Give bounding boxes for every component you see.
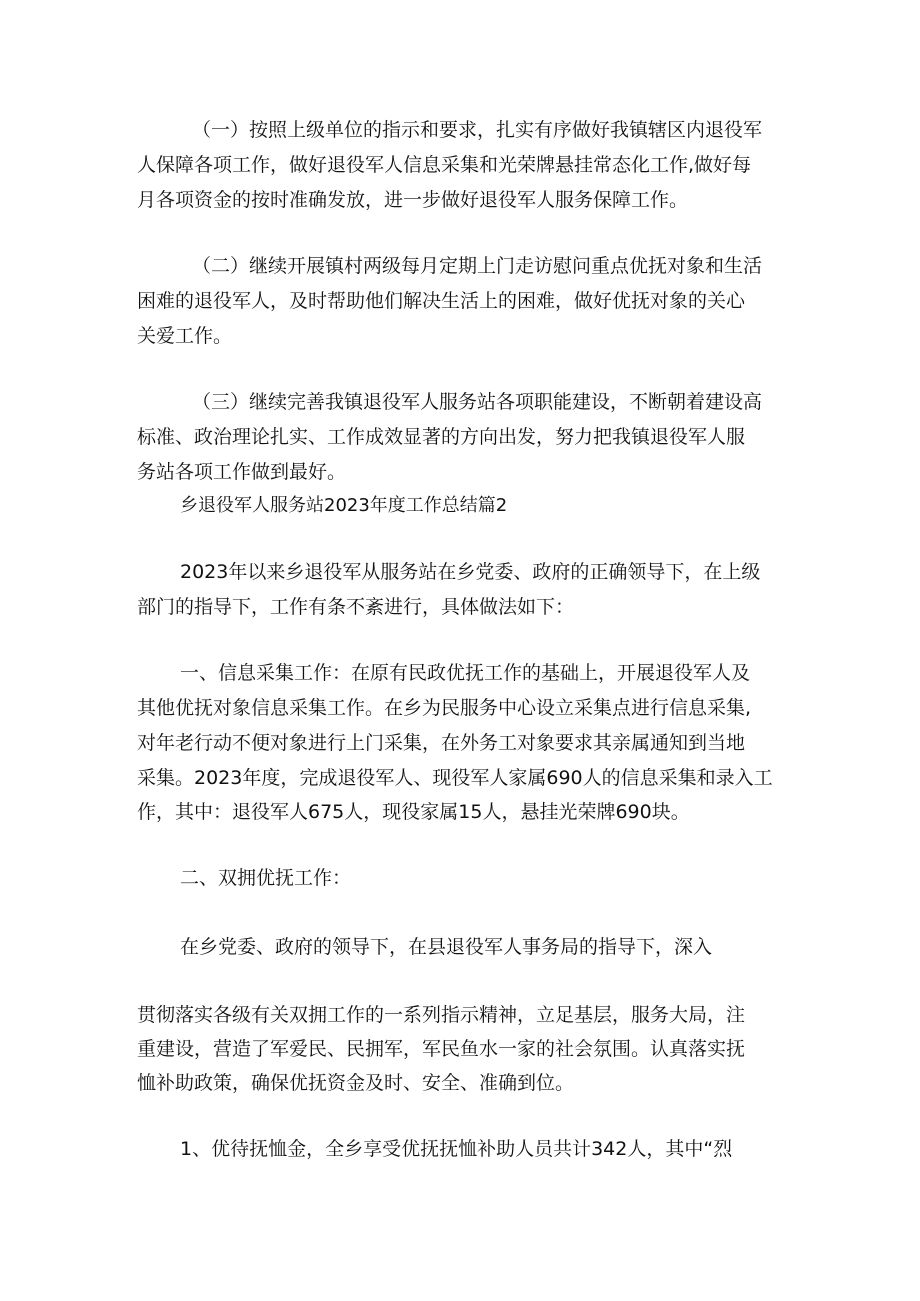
- info-collection-line-4: 采集。2023年度，完成退役军人、现役军人家属690人的信息采集和录入工: [137, 767, 773, 789]
- paragraph-3-line-3: 务站各项工作做到最好。: [137, 461, 347, 483]
- info-collection-line-2: 其他优抚对象信息采集工作。在乡为民服务中心设立采集点进行信息采集,: [137, 697, 752, 719]
- intro-line-2: 部门的指导下，工作有条不紊进行，具体做法如下：: [137, 596, 575, 618]
- dual-support-heading: 二、双拥优抚工作：: [180, 867, 352, 889]
- paragraph-3-line-1: （三）继续完善我镇退役军人服务站各项职能建设，不断朝着建设高: [192, 391, 763, 413]
- paragraph-1-line-3: 月各项资金的按时准确发放，进一步做好退役军人服务保障工作。: [137, 189, 689, 211]
- paragraph-1-line-1: （一）按照上级单位的指示和要求，扎实有序做好我镇辖区内退役军: [192, 119, 763, 141]
- paragraph-2-line-1: （二）继续开展镇村两级每月定期上门走访慰问重点优抚对象和生活: [192, 255, 763, 277]
- paragraph-1-line-2: 人保障各项工作，做好退役军人信息采集和光荣牌悬挂常态化工作,做好每: [137, 154, 752, 176]
- paragraph-2-line-3: 关爱工作。: [137, 325, 233, 347]
- dual-support-line-2: 贯彻落实各级有关双拥工作的一系列指示精神，立足基层，服务大局，注: [137, 1004, 746, 1026]
- info-collection-line-5: 作，其中：退役军人675人，现役家属15人，悬挂光荣牌690块。: [137, 801, 690, 823]
- dual-support-line-1: 在乡党委、政府的领导下，在县退役军人事务局的指导下，深入: [180, 936, 713, 958]
- info-collection-line-1: 一、信息采集工作：在原有民政优抚工作的基础上，开展退役军人及: [180, 662, 751, 684]
- pension-line-1: 1、优待抚恤金，全乡享受优抚抚恤补助人员共计342人，其中“烈: [180, 1138, 733, 1160]
- dual-support-line-4: 恤补助政策，确保优抚资金及时、安全、准确到位。: [137, 1072, 575, 1094]
- paragraph-3-line-2: 标准、政治理论扎实、工作成效显著的方向出发，努力把我镇退役军人服: [137, 426, 746, 448]
- section-heading: 乡退役军人服务站2023年度工作总结篇2: [180, 495, 508, 516]
- info-collection-line-3: 对年老行动不便对象进行上门采集，在外务工对象要求其亲属通知到当地: [137, 732, 746, 754]
- intro-line-1: 2023年以来乡退役军从服务站在乡党委、政府的正确领导下，在上级: [180, 561, 761, 583]
- paragraph-2-line-2: 困难的退役军人，及时帮助他们解决生活上的困难，做好优抚对象的关心: [137, 290, 746, 312]
- dual-support-line-3: 重建设，营造了军爱民、民拥军，军民鱼水一家的社会氛围。认真落实抚: [137, 1038, 746, 1060]
